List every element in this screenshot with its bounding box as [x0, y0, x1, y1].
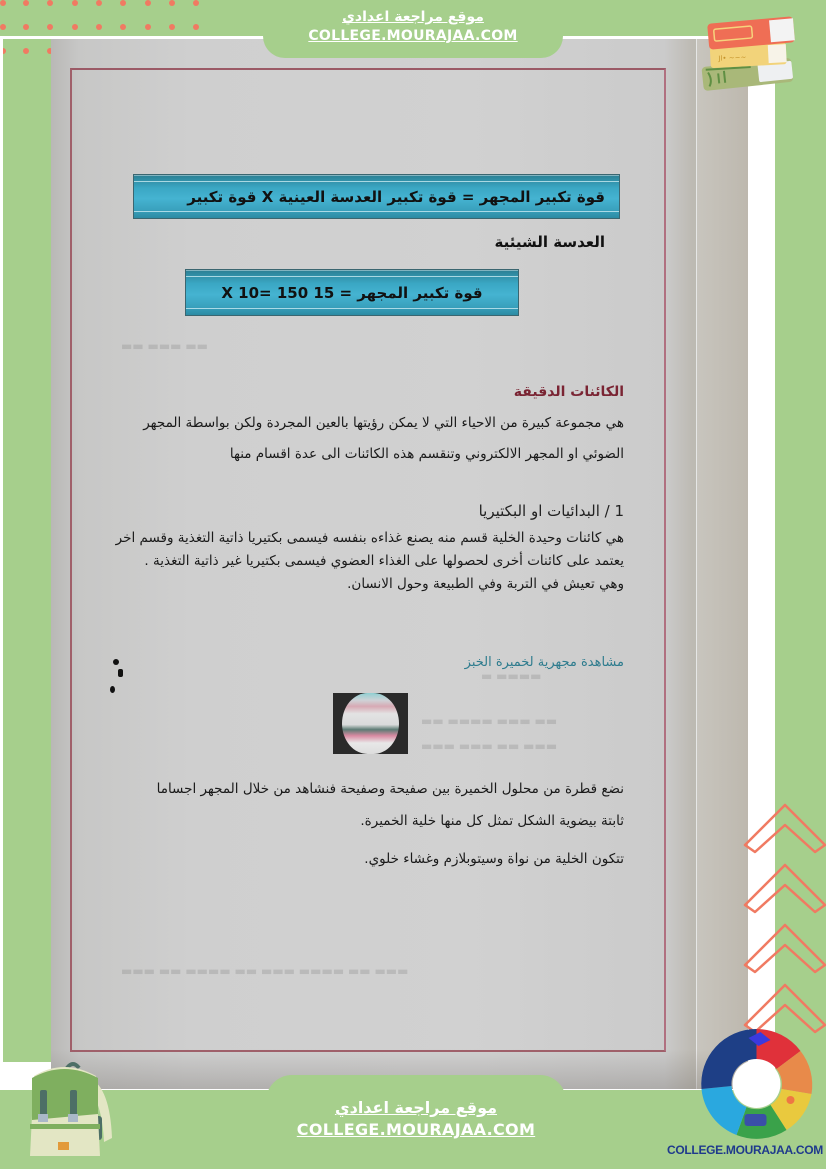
paragraph-line: هي كائنات وحيدة الخلية قسم منه يصنع غذاءه بنفسه فيسمى بكتيريا ذاتية التغذية وقسم اخر [115, 530, 624, 546]
site-logo-icon [693, 1022, 820, 1142]
bleed-through-text: ▬▬▬ ▬▬ ▬▬▬▬ ▬▬▬ ▬▬ ▬▬▬▬ ▬▬ ▬▬▬ [121, 964, 409, 978]
formula-banner-example [185, 269, 519, 316]
header-site-url: COLLEGE.MOURAJAA.COM [308, 28, 518, 44]
section-paragraph [84, 527, 624, 596]
paragraph-line: تتكون الخلية من نواة وسيتوبلازم وغشاء خلوي. [364, 851, 624, 867]
footer-site-link[interactable] [266, 1075, 566, 1169]
header-site-name: موقع مراجعة اعدادي [342, 9, 484, 25]
bleed-through-text: ▬▬ ▬▬▬ ▬▬▬▬ ▬▬ [421, 714, 558, 728]
section-paragraph [84, 773, 624, 875]
bleed-through-text: ▬▬▬ ▬▬ ▬▬▬ ▬▬▬ [421, 739, 558, 753]
section-paragraph [104, 411, 624, 467]
header-site-link[interactable] [263, 0, 563, 58]
formula-banner-magnification: قوة تكبير المجهر = قوة تكبير العدسة العينية X قوة تكبير العدسة الشيئية [133, 174, 620, 219]
footer-site-url: COLLEGE.MOURAJAA.COM [296, 1120, 536, 1139]
paragraph-line: هي مجموعة كبيرة من الاحياء التي لا يمكن رؤيتها بالعين المجردة ولكن بواسطة المجهر [143, 415, 624, 431]
books-stack-icon [696, 10, 806, 92]
chevron-up-decoration-icon [730, 790, 826, 1040]
section-title-bacteria: 1 / البدائيات او البكتيريا [478, 502, 624, 520]
logo-caption: COLLEGE.MOURAJAA.COM [666, 1143, 823, 1157]
formula-example-text: قوة تكبير المجهر = 15 150 =10 X [221, 284, 483, 302]
ink-dot [113, 659, 119, 665]
paragraph-line: ثابتة بيضوية الشكل تمثل كل منها خلية الخميرة. [360, 813, 624, 829]
bleed-through-text: ▬▬▬▬ ▬ [481, 669, 542, 683]
frame-band-left [0, 36, 3, 1066]
paragraph-line: الضوئي او المجهر الالكتروني وتنقسم هذه الكائنات الى عدة اقسام منها [229, 446, 624, 462]
paragraph-line: نضع قطرة من محلول الخميرة بين صفيحة وصفيحة فنشاهد من خلال المجهر اجساما [156, 781, 624, 797]
bleed-through-text: ▬▬ ▬▬▬ ▬▬ [121, 339, 208, 353]
document-photo [51, 39, 748, 1089]
paragraph-line: وهي تعيش في التربة وفي الطبيعة وحول الانسان. [347, 576, 624, 592]
footer-site-name: موقع مراجعة اعدادي [334, 1098, 498, 1117]
microscope-lens-view [342, 693, 399, 754]
section-title-microorganisms: الكائنات الدقيقة [513, 384, 624, 400]
margin-ink-marks [110, 669, 126, 699]
paragraph-line: يعتمد على كائنات أخرى لحصولها على الغذاء العضوي فيسمى بكتيريا غير ذاتية التغذية . [144, 553, 624, 569]
backpack-icon [12, 1058, 112, 1158]
section-title-yeast-observation: مشاهدة مجهرية لخميرة الخبز [464, 655, 624, 670]
svg-text:Jl• ~~~: Jl• ~~~ [718, 53, 747, 63]
yeast-microscope-image [333, 693, 408, 754]
